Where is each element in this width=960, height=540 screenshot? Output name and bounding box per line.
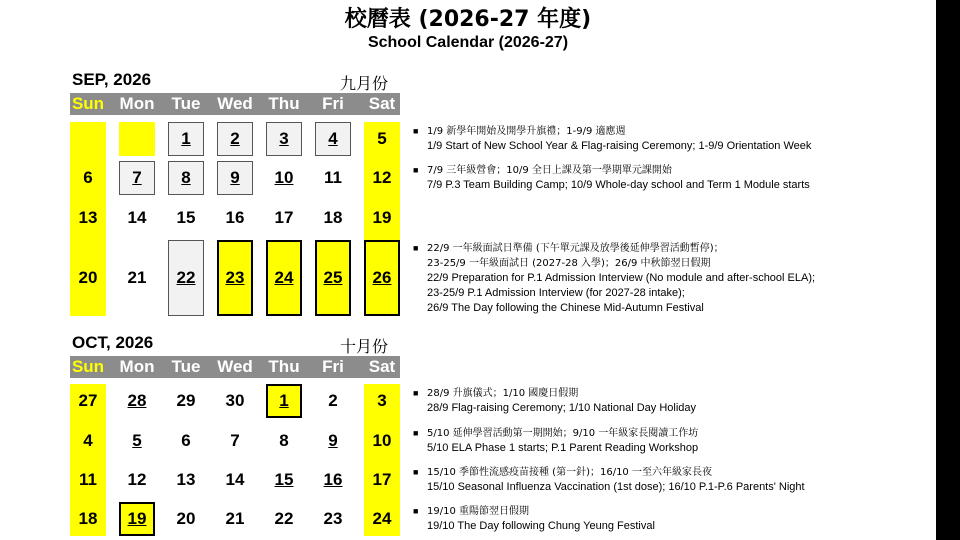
day-number: 4 (328, 129, 338, 148)
bullet-icon: ■ (413, 467, 419, 477)
day-cell (119, 384, 155, 418)
day-number: 2 (328, 391, 338, 410)
day-cell (119, 502, 155, 536)
day-cell (364, 161, 400, 195)
day-number: 5 (132, 431, 142, 450)
day-cell (315, 122, 351, 156)
day-number: 17 (274, 208, 294, 227)
note-line-english: 26/9 The Day following the Chinese Mid-Autumn Festival (427, 302, 704, 314)
day-number: 3 (279, 129, 289, 148)
day-cell (70, 161, 106, 195)
day-number: 26 (372, 268, 392, 287)
day-number: 17 (372, 470, 392, 489)
weekday-thu: Thu (268, 357, 300, 376)
day-number: 10 (274, 168, 294, 187)
day-number: 19 (372, 208, 392, 227)
weekday-sat: Sat (368, 357, 396, 376)
day-number: 12 (127, 470, 147, 489)
day-number: 20 (176, 509, 196, 528)
note-line-chinese: 1/9 新學年開始及開學升旗禮；1-9/9 適應週 (427, 126, 626, 137)
month-label-chinese: 九月份 (340, 74, 389, 93)
bullet-icon: ■ (413, 126, 419, 136)
note-line-chinese: 5/10 延伸學習活動第一期開始；9/10 一年級家長閱讀工作坊 (427, 428, 699, 439)
day-number: 13 (78, 208, 98, 227)
day-cell (266, 122, 302, 156)
note-item (413, 241, 923, 316)
day-cell (70, 384, 106, 418)
day-number: 11 (79, 470, 97, 489)
day-cell (364, 424, 400, 458)
day-cell (315, 161, 351, 195)
weekday-wed: Wed (217, 94, 253, 113)
day-number: 23 (225, 268, 245, 287)
day-cell (119, 122, 155, 156)
day-cell (70, 424, 106, 458)
weekday-mon: Mon (119, 357, 155, 376)
day-number: 4 (83, 431, 93, 450)
day-number: 6 (181, 431, 191, 450)
day-cell (315, 502, 351, 536)
day-number: 25 (323, 268, 343, 287)
day-cell (119, 424, 155, 458)
day-number: 14 (127, 208, 147, 227)
weekday-fri: Fri (322, 357, 344, 376)
day-cell (217, 384, 253, 418)
day-cell (217, 240, 253, 316)
day-number: 2 (230, 129, 240, 148)
day-cell (266, 161, 302, 195)
bullet-icon: ■ (413, 506, 419, 516)
weekday-sun: Sun (71, 357, 105, 376)
day-number: 16 (225, 208, 245, 227)
bullet-icon: ■ (413, 243, 419, 253)
day-cell (266, 502, 302, 536)
note-item (413, 504, 923, 534)
day-cell (364, 502, 400, 536)
day-cell (168, 502, 204, 536)
day-cell (70, 240, 106, 316)
day-cell (217, 502, 253, 536)
day-number: 22 (274, 509, 294, 528)
day-cell (364, 201, 400, 235)
day-number: 21 (127, 268, 147, 287)
day-cell (266, 384, 302, 418)
day-cell (119, 240, 155, 316)
day-cell (168, 240, 204, 316)
day-number: 7 (132, 168, 142, 187)
day-cell (315, 240, 351, 316)
day-number: 6 (83, 168, 93, 187)
day-cell (266, 463, 302, 497)
day-cell (364, 240, 400, 316)
day-cell (217, 161, 253, 195)
weekday-sun: Sun (71, 94, 105, 113)
day-number: 24 (372, 509, 392, 528)
note-line-chinese: 7/9 三年級營會；10/9 全日上課及第一學期單元課開始 (427, 165, 672, 176)
note-line-english: 22/9 Preparation for P.1 Admission Interview (No module and after-school ELA); (427, 272, 816, 284)
day-number: 10 (372, 431, 392, 450)
day-cell (168, 463, 204, 497)
note-line-english: 7/9 P.3 Team Building Camp; 10/9 Whole-day school and Term 1 Module starts (427, 179, 810, 191)
day-number: 8 (279, 431, 289, 450)
day-number: 24 (274, 268, 294, 287)
day-number: 28 (127, 391, 147, 410)
day-number: 18 (323, 208, 343, 227)
day-number: 30 (225, 391, 245, 410)
weekday-mon: Mon (119, 94, 155, 113)
month-label-chinese: 十月份 (340, 337, 389, 356)
day-number: 8 (181, 168, 191, 187)
day-cell (217, 463, 253, 497)
note-item (413, 124, 923, 154)
day-number: 21 (225, 509, 245, 528)
day-number: 9 (328, 431, 338, 450)
page-title-english: School Calendar (2026-27) (367, 34, 569, 51)
day-cell (70, 122, 106, 156)
day-number: 15 (274, 470, 294, 489)
weekday-fri: Fri (322, 94, 344, 113)
note-line-english: 5/10 ELA Phase 1 starts; P.1 Parent Reading Workshop (427, 442, 699, 454)
month-label: OCT, 2026 (72, 333, 154, 352)
day-number: 27 (78, 391, 98, 410)
note-item (413, 426, 923, 456)
note-line-chinese: 15/10 季節性流感疫苗接種 (第一針)；16/10 一至六年級家長夜 (427, 467, 712, 478)
bullet-icon: ■ (413, 428, 419, 438)
note-line-english: 28/9 Flag-raising Ceremony; 1/10 National Day Holiday (427, 402, 697, 414)
day-number: 1 (181, 129, 191, 148)
day-cell (266, 424, 302, 458)
day-cell (364, 463, 400, 497)
day-cell (70, 201, 106, 235)
note-line-english: 19/10 The Day following Chung Yeung Festival (427, 520, 655, 532)
day-number: 3 (377, 391, 387, 410)
note-line-english: 1/9 Start of New School Year & Flag-raising Ceremony; 1-9/9 Orientation Week (427, 140, 812, 152)
day-number: 18 (78, 509, 98, 528)
weekday-sat: Sat (368, 94, 396, 113)
note-item (413, 386, 923, 416)
day-number: 29 (176, 391, 196, 410)
note-line-chinese: 23-25/9 一年級面試日 (2027-28 入學)；26/9 中秋節翌日假期 (427, 258, 711, 269)
day-cell (266, 201, 302, 235)
weekday-wed: Wed (217, 357, 253, 376)
day-cell (315, 463, 351, 497)
day-cell (168, 384, 204, 418)
day-cell (70, 463, 106, 497)
day-cell (70, 502, 106, 536)
day-number: 9 (230, 168, 240, 187)
day-number: 5 (377, 129, 387, 148)
day-cell (168, 201, 204, 235)
day-cell (364, 122, 400, 156)
day-cell (119, 463, 155, 497)
day-number: 11 (324, 168, 342, 187)
day-cell (119, 161, 155, 195)
day-number: 19 (127, 509, 147, 528)
note-item (413, 465, 923, 495)
day-cell (217, 122, 253, 156)
day-number: 7 (230, 431, 240, 450)
day-number: 1 (279, 391, 289, 410)
weekday-tue: Tue (171, 94, 201, 113)
day-cell (217, 424, 253, 458)
day-cell (364, 384, 400, 418)
day-number: 13 (176, 470, 196, 489)
month-label: SEP, 2026 (72, 70, 152, 89)
note-line-chinese: 19/10 重陽節翌日假期 (427, 506, 529, 517)
day-cell (266, 240, 302, 316)
day-cell (168, 122, 204, 156)
day-number: 15 (176, 208, 196, 227)
day-cell (315, 384, 351, 418)
weekday-thu: Thu (268, 94, 300, 113)
day-number: 12 (372, 168, 392, 187)
page-title-chinese: 校曆表 (2026-27 年度) (344, 7, 592, 32)
day-number: 14 (225, 470, 245, 489)
day-cell (315, 201, 351, 235)
note-line-english: 15/10 Seasonal Influenza Vaccination (1st dose); 16/10 P.1-P.6 Parents' Night (427, 481, 805, 493)
bullet-icon: ■ (413, 165, 419, 175)
day-number: 23 (323, 509, 343, 528)
note-line-chinese: 22/9 一年級面試日準備 (下午單元課及放學後延伸學習活動暫停)； (427, 243, 724, 254)
note-item (413, 163, 923, 193)
note-line-chinese: 28/9 升旗儀式；1/10 國慶日假期 (427, 388, 579, 399)
day-number: 22 (176, 268, 196, 287)
bullet-icon: ■ (413, 388, 419, 398)
day-cell (168, 161, 204, 195)
day-cell (119, 201, 155, 235)
day-cell (217, 201, 253, 235)
day-cell (168, 424, 204, 458)
note-line-english: 23-25/9 P.1 Admission Interview (for 2027-28 intake); (427, 287, 685, 299)
day-number: 20 (78, 268, 98, 287)
day-number: 16 (323, 470, 343, 489)
day-cell (315, 424, 351, 458)
weekday-tue: Tue (171, 357, 201, 376)
